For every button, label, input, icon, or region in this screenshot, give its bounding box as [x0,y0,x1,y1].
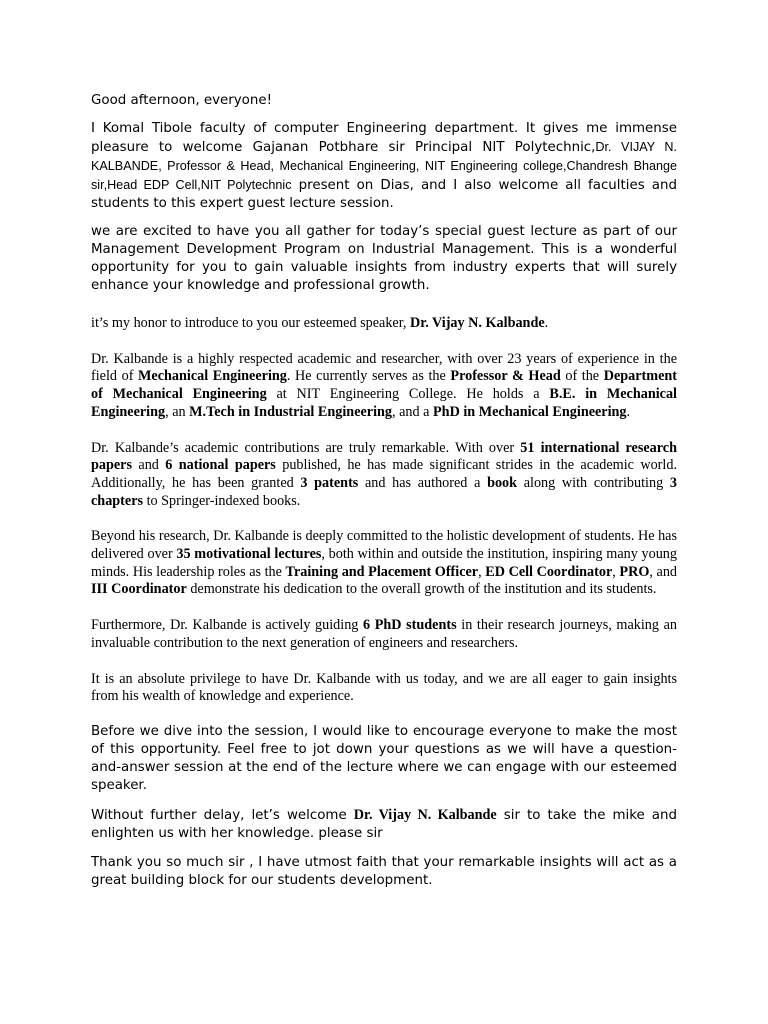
without-speaker-name: Dr. Vijay N. Kalbande [353,806,497,823]
honor-text: it’s my honor to introduce to you our esteemed speaker, [91,315,410,331]
academic-text-2: and [132,457,166,474]
beyond-paragraph [91,528,677,599]
bio-text-7: . [626,403,631,420]
without-paragraph [91,806,677,843]
academic-bold-1: 51 international research papers [91,439,677,474]
privilege-paragraph: It is an absolute privilege to have Dr. Kalbande with us today, and we are all eager to gain insights from his wealth of knowledge and experience. [91,670,677,705]
before-paragraph: Before we dive into the session, I would like to encourage everyone to make the most of this opportunity. Feel free to jot down your questions as we will have a question-and-answer session at the end of the lecture where we can engage with our esteemed speaker. [91,723,677,793]
welcome-paragraph [91,120,677,213]
bio-bold-6: PhD in Mechanical Engineering [433,403,627,420]
bio-text-2: . He currently serves as the [286,368,451,385]
bio-text-5: , an [165,403,190,420]
bio-bold-3: Department of Mechanical Engineering [91,368,677,403]
beyond-text-5: , and [649,563,678,580]
beyond-bold-3: ED Cell Coordinator [485,563,613,580]
thanks-paragraph: Thank you so much sir , I have utmost faith that your remarkable insights will act as a great building block for our students development. [91,854,677,888]
further-text-2: in their research journeys, making an invaluable contribution to the next generation of engineers and researchers. [91,617,678,651]
beyond-text-4: , [612,563,620,580]
without-text-2: sir to take the mike and enlighten us with her knowledge. please sir [91,807,677,841]
without-text-1: Without further delay, let’s welcome [91,807,354,823]
welcome-text-b: Dr. VIJAY N. KALBANDE, Professor & Head, Mechanical Engineering, NIT Engineering college,Chandresh Bhange sir,Head EDP Cell,NIT Polytechnic [91,140,677,192]
honor-end: . [544,315,549,331]
further-bold-1: 6 PhD students [363,617,457,634]
beyond-bold-4: PRO [619,563,650,580]
honor-paragraph [91,315,677,333]
bio-bold-1: Mechanical Engineering [138,368,287,385]
academic-bold-5: 3 chapters [91,474,677,509]
bio-text-1: Dr. Kalbande is a highly respected academic and researcher, with over 23 years of experience in the field of [91,350,677,385]
academic-text-1: Dr. Kalbande’s academic contributions are truly remarkable. With over [91,439,521,456]
document-page [91,91,677,890]
bio-paragraph [91,351,677,422]
academic-text-3: published, he has made significant strides in the academic world. Additionally, he has been granted [91,457,677,491]
speaker-name: Dr. Vijay N. Kalbande [409,315,545,331]
academic-text-5: along with contributing [517,474,670,491]
further-text-1: Furthermore, Dr. Kalbande is actively guiding [91,617,364,634]
beyond-bold-5: III Coordinator [91,581,187,598]
bio-bold-5: M.Tech in Industrial Engineering [189,403,393,420]
bio-bold-4: B.E. in Mechanical Engineering [91,386,677,420]
welcome-text-c: present on Dias, and I also welcome all faculties and students to this expert guest lecture session. [91,178,677,211]
excited-paragraph: we are excited to have you all gather for today’s special guest lecture as part of our Management Development Program on Industrial Management. This is a wonderful opportunity for you to gain valuable insights from industry experts that will surely enhance your knowledge and professional growth. [91,224,677,293]
academic-bold-3: 3 patents [300,474,359,491]
beyond-bold-1: 35 motivational lectures [176,546,322,563]
academic-paragraph [91,440,677,511]
academic-text-6: to Springer-indexed books. [143,492,301,509]
beyond-text-3: , [478,563,486,580]
greeting-paragraph: Good afternoon, everyone! [91,93,272,108]
beyond-text-2: , both within and outside the institution, inspiring many young minds. His leadership roles as the [91,546,677,580]
bio-text-4: at NIT Engineering College. He holds a [266,386,550,403]
beyond-text-6: demonstrate his dedication to the overall growth of the institution and its students. [186,581,657,598]
bio-text-6: , and a [392,403,434,420]
beyond-bold-2: Training and Placement Officer [285,563,479,580]
bio-text-3: of the [560,368,604,385]
welcome-text-a: I Komal Tibole faculty of computer Engineering department. It gives me immense pleasure to welcome Gajanan Potbhare sir Principal NIT Polytechnic, [91,121,677,155]
bio-bold-2: Professor & Head [450,368,561,385]
academic-bold-2: 6 national papers [165,457,276,474]
furthermore-paragraph [91,617,677,652]
academic-bold-4: book [487,474,518,491]
academic-text-4: and has authored a [358,474,488,491]
beyond-text-1: Beyond his research, Dr. Kalbande is deeply committed to the holistic development of students. He has delivered over [91,528,677,563]
